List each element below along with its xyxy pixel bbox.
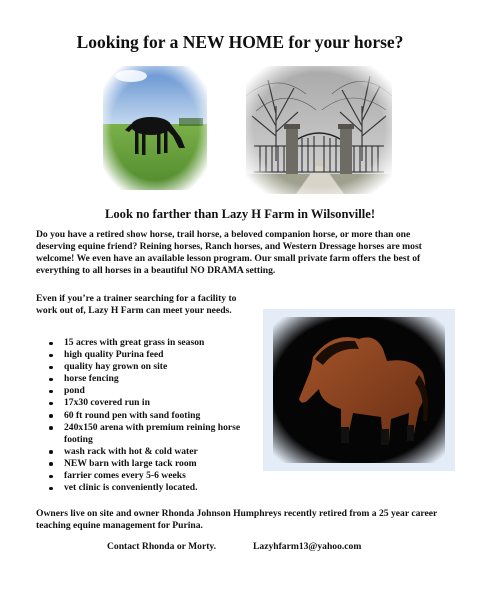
- feature-item: farrier comes every 5-6 weeks: [47, 470, 262, 482]
- contact-names: Contact Rhonda or Morty.: [107, 541, 217, 552]
- feature-item: wash rack with hot & cold water: [47, 446, 262, 458]
- feature-item: 240x150 arena with premium reining horse footing: [47, 422, 262, 446]
- trainer-paragraph: Even if you’re a trainer searching for a facility to work out of, Lazy H Farm can meet your needs.: [36, 293, 237, 317]
- farm-gate-photo: [246, 66, 392, 194]
- grazing-horse-photo: [103, 66, 207, 190]
- owners-paragraph: Owners live on site and owner Rhonda Johnson Humphreys recently retired from a 25 year career teaching equine management for Purina.: [36, 508, 438, 532]
- page-title: Looking for a NEW HOME for your horse?: [76, 32, 404, 52]
- contact-email: Lazyhfarm13@yahoo.com: [253, 541, 362, 552]
- feature-item: 15 acres with great grass in season: [47, 337, 262, 349]
- feature-item: high quality Purina feed: [47, 349, 262, 361]
- feature-item: NEW barn with large tack room: [47, 458, 262, 470]
- intro-paragraph: Do you have a retired show horse, trail horse, a beloved companion horse, or more than one deserving equine friend? Reining horses, Ranch horses, and Western Dressage horses are most welcome! We even have an available lesson program. Our small private farm offers the best of everything to all horses in a beautiful NO DRAMA setting.: [36, 229, 422, 277]
- feature-item: 60 ft round pen with sand footing: [47, 410, 262, 422]
- bay-horse-photo: [263, 309, 455, 471]
- feature-item: 17x30 covered run in: [47, 397, 262, 409]
- feature-item: horse fencing: [47, 373, 262, 385]
- feature-item: quality hay grown on site: [47, 361, 262, 373]
- feature-item: pond: [47, 385, 262, 397]
- features-list: [47, 337, 262, 494]
- feature-item: vet clinic is conveniently located.: [47, 482, 262, 494]
- subheading: Look no farther than Lazy H Farm in Wilsonville!: [104, 207, 376, 221]
